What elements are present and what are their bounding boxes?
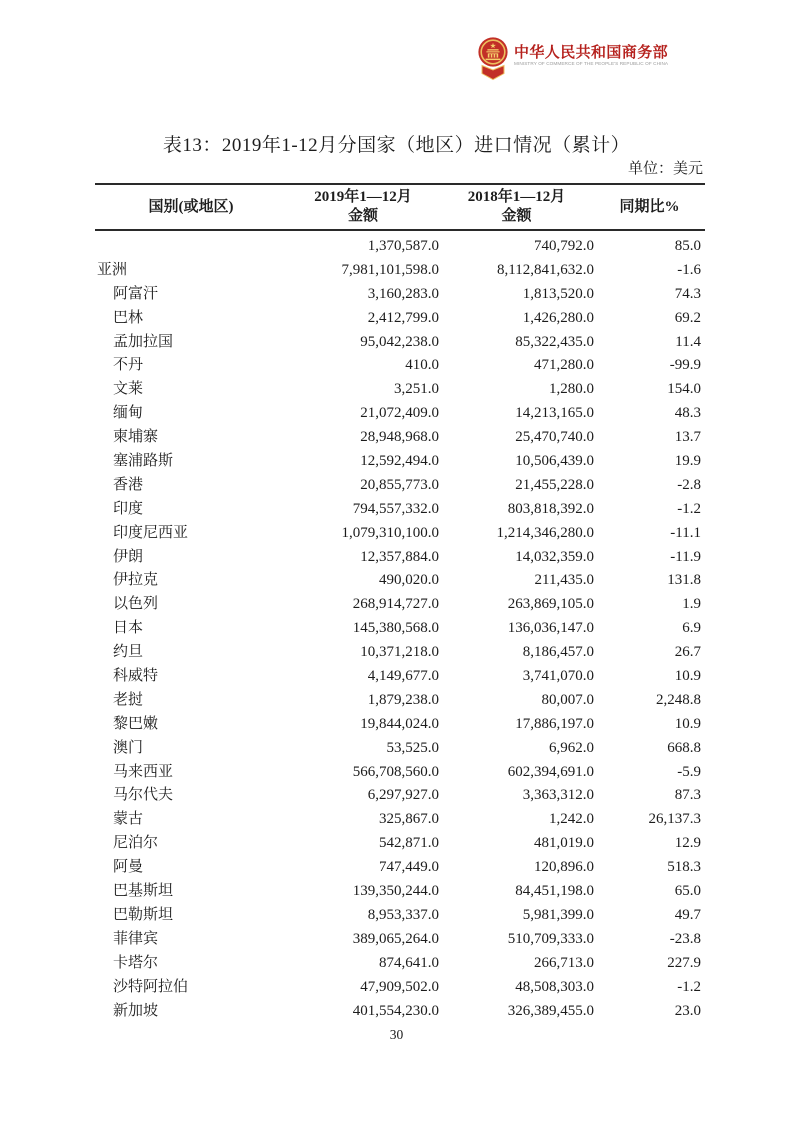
amount-2019-cell: 2,412,799.0 [367,309,439,326]
amount-2019-cell: 542,871.0 [379,835,439,852]
table-header-row [95,183,705,231]
country-cell: 科威特 [113,668,159,685]
table-row [95,283,705,307]
country-cell: 尼泊尔 [113,835,159,852]
amount-2019-cell: 1,370,587.0 [367,238,439,254]
amount-2019-cell: 19,844,024.0 [360,715,439,732]
amount-2018-cell: 17,886,197.0 [515,715,594,732]
table-row [95,689,705,713]
country-cell: 塞浦路斯 [113,453,174,470]
yoy-percent-cell: 668.8 [667,739,701,756]
yoy-percent-cell: 10.9 [674,715,701,732]
amount-2018-cell: 136,036,147.0 [507,620,594,637]
yoy-percent-cell: 10.9 [674,668,701,685]
mofcom-logo [477,36,712,81]
table-row [95,235,705,259]
yoy-percent-cell: 48.3 [674,405,701,422]
amount-2019-cell: 12,357,884.0 [360,548,439,565]
table-row [95,402,705,426]
amount-2018-cell: 263,869,105.0 [507,596,594,613]
country-cell: 印度尼西亚 [113,524,189,541]
amount-2018-cell: 510,709,333.0 [507,930,594,947]
ministry-name-cn: 中华人民共和国商务部 [514,44,669,61]
amount-2018-cell: 8,112,841,632.0 [497,261,594,278]
table-row [95,761,705,785]
amount-2018-cell: 1,214,346,280.0 [496,524,594,541]
amount-2019-cell: 139,350,244.0 [352,883,439,900]
country-cell: 阿曼 [113,859,144,876]
country-cell: 蒙古 [113,811,144,828]
amount-2018-cell: 14,213,165.0 [515,405,594,422]
table-row [95,474,705,498]
amount-2019-cell: 401,554,230.0 [352,1002,439,1019]
amount-2018-cell: 84,451,198.0 [515,883,594,900]
amount-2018-cell: 326,389,455.0 [507,1002,594,1019]
yoy-percent-cell: 23.0 [674,1002,701,1019]
amount-2019-cell: 10,371,218.0 [360,644,439,661]
table-row [95,617,705,641]
logo-text-block [514,44,712,68]
country-cell: 柬埔寨 [113,429,159,446]
country-cell: 约旦 [113,644,144,661]
country-cell: 亚洲 [97,261,128,278]
yoy-percent-cell: 74.3 [674,285,701,302]
amount-2018-cell: 14,032,359.0 [515,548,594,565]
amount-2018-cell: 471,280.0 [534,357,594,374]
amount-2019-cell: 145,380,568.0 [352,620,439,637]
yoy-percent-cell: -99.9 [669,357,701,374]
page-number: 30 [389,1027,404,1042]
amount-2019-cell: 7,981,101,598.0 [341,261,439,278]
table-row [95,593,705,617]
country-cell: 文莱 [113,381,144,398]
amount-2018-cell: 803,818,392.0 [507,500,594,517]
yoy-percent-cell: 19.9 [674,453,701,470]
table-row [95,856,705,880]
country-cell: 沙特阿拉伯 [113,978,189,995]
amount-2019-cell: 268,914,727.0 [352,596,439,613]
table-row [95,307,705,331]
amount-2019-cell: 6,297,927.0 [367,787,439,804]
amount-2018-cell: 1,242.0 [549,811,594,828]
country-cell: 老挝 [113,691,144,708]
amount-2018-cell: 48,508,303.0 [515,978,594,995]
yoy-percent-cell: 11.4 [675,333,701,350]
ministry-name-en: MINISTRY OF COMMERCE OF THE PEOPLE'S REPUBLIC OF CHINA [514,62,669,67]
amount-2018-cell: 1,280.0 [549,381,594,398]
yoy-percent-cell: 227.9 [667,954,701,971]
country-cell: 缅甸 [113,405,144,422]
amount-2018-cell: 1,426,280.0 [522,309,594,326]
amount-2018-cell: 8,186,457.0 [522,644,594,661]
country-cell: 巴勒斯坦 [113,906,174,923]
table-row [95,737,705,761]
table-title: 表13：2019年1-12月分国家（地区）进口情况（累计） [162,135,631,156]
amount-2019-cell: 53,525.0 [386,739,439,756]
table-body [95,231,705,1023]
yoy-percent-cell: 6.9 [682,620,701,637]
amount-2019-cell: 20,855,773.0 [360,476,439,493]
table-row [95,569,705,593]
amount-2018-cell: 740,792.0 [534,238,594,254]
col-header-2018-line1: 2018年1—12月 [467,189,566,205]
table-row [95,546,705,570]
yoy-percent-cell: 26.7 [674,644,701,661]
yoy-percent-cell: 13.7 [674,429,701,446]
table-row [95,331,705,355]
table-row [95,784,705,808]
amount-2019-cell: 12,592,494.0 [360,453,439,470]
amount-2018-cell: 266,713.0 [534,954,594,971]
yoy-percent-cell: 49.7 [674,906,701,923]
table-row [95,450,705,474]
country-cell: 日本 [113,620,144,637]
amount-2018-cell: 85,322,435.0 [515,333,594,350]
amount-2018-cell: 25,470,740.0 [515,429,594,446]
amount-2019-cell: 747,449.0 [379,859,439,876]
country-cell: 澳门 [113,739,144,756]
unit-note: 单位：美元 [627,161,703,177]
amount-2019-cell: 3,160,283.0 [367,285,439,302]
amount-2019-cell: 325,867.0 [379,811,439,828]
amount-2019-cell: 389,065,264.0 [352,930,439,947]
amount-2019-cell: 28,948,968.0 [360,429,439,446]
col-header-2018-line2: 金额 [501,208,532,224]
yoy-percent-cell: -23.8 [669,930,701,947]
table-row [95,641,705,665]
amount-2019-cell: 8,953,337.0 [367,906,439,923]
table-row [95,880,705,904]
col-header-2019-amount [287,188,439,226]
col-header-2019-line2: 金额 [347,208,378,224]
yoy-percent-cell: -11.9 [670,548,701,565]
yoy-percent-cell: 87.3 [674,787,701,804]
amount-2019-cell: 1,879,238.0 [367,691,439,708]
country-cell: 香港 [113,476,144,493]
country-cell: 马尔代夫 [113,787,174,804]
country-cell: 巴基斯坦 [113,883,174,900]
yoy-percent-cell: 2,248.8 [656,691,701,708]
table-row [95,354,705,378]
table-row [95,378,705,402]
yoy-percent-cell: -1.2 [677,500,701,517]
amount-2018-cell: 10,506,439.0 [515,453,594,470]
table-row [95,713,705,737]
amount-2018-cell: 1,813,520.0 [522,285,594,302]
yoy-percent-cell: 12.9 [674,835,701,852]
country-cell: 以色列 [113,596,159,613]
amount-2018-cell: 21,455,228.0 [515,476,594,493]
yoy-percent-cell: 154.0 [667,381,701,398]
country-cell: 巴林 [113,309,144,326]
table-row [95,665,705,689]
country-cell: 伊朗 [113,548,144,565]
amount-2019-cell: 3,251.0 [394,381,439,398]
amount-2018-cell: 120,896.0 [534,859,594,876]
col-header-2019-line1: 2019年1—12月 [314,189,412,205]
amount-2019-cell: 47,909,502.0 [360,978,439,995]
table-row [95,952,705,976]
country-cell: 不丹 [113,357,144,374]
col-header-2018-amount [439,188,594,226]
country-cell: 黎巴嫩 [113,715,159,732]
amount-2019-cell: 794,557,332.0 [352,500,439,517]
country-cell: 伊拉克 [113,572,159,589]
country-cell: 新加坡 [113,1002,159,1019]
amount-2019-cell: 410.0 [405,357,439,374]
table-row [95,426,705,450]
country-cell: 印度 [113,500,144,517]
country-cell: 孟加拉国 [113,333,174,350]
yoy-percent-cell: 1.9 [682,596,701,613]
amount-2019-cell: 566,708,560.0 [352,763,439,780]
amount-2018-cell: 481,019.0 [534,835,594,852]
amount-2019-cell: 21,072,409.0 [360,405,439,422]
amount-2019-cell: 4,149,677.0 [367,668,439,685]
yoy-percent-cell: 518.3 [667,859,701,876]
yoy-percent-cell: -5.9 [677,763,701,780]
country-cell: 菲律宾 [113,930,159,947]
amount-2019-cell: 1,079,310,100.0 [341,524,439,541]
amount-2018-cell: 3,741,070.0 [522,668,594,685]
yoy-percent-cell: 85.0 [674,238,701,254]
table-row [95,928,705,952]
yoy-percent-cell: -1.6 [677,261,701,278]
country-cell: 阿富汗 [113,285,159,302]
yoy-percent-cell: -1.2 [677,978,701,995]
table-row [95,808,705,832]
table-row [95,904,705,928]
amount-2018-cell: 6,962.0 [549,739,594,756]
col-header-yoy: 同期比% [619,198,680,215]
country-cell: 马来西亚 [113,763,174,780]
amount-2019-cell: 874,641.0 [379,954,439,971]
yoy-percent-cell: 65.0 [674,883,701,900]
table-row [95,259,705,283]
country-cell: 卡塔尔 [113,954,159,971]
amount-2018-cell: 3,363,312.0 [522,787,594,804]
yoy-percent-cell: 26,137.3 [648,811,701,828]
import-table [95,183,705,1023]
yoy-percent-cell: -2.8 [677,476,701,493]
table-row [95,832,705,856]
amount-2018-cell: 602,394,691.0 [507,763,594,780]
amount-2018-cell: 5,981,399.0 [522,906,594,923]
table-row [95,522,705,546]
amount-2018-cell: 80,007.0 [541,691,594,708]
amount-2018-cell: 211,435.0 [534,572,594,589]
table-row [95,498,705,522]
china-national-emblem-icon [477,36,509,81]
table-row [95,1000,705,1024]
amount-2019-cell: 95,042,238.0 [360,333,439,350]
amount-2019-cell: 490,020.0 [379,572,439,589]
table-row [95,976,705,1000]
yoy-percent-cell: 69.2 [674,309,701,326]
yoy-percent-cell: 131.8 [667,572,701,589]
country-cell [95,235,287,259]
yoy-percent-cell: -11.1 [670,524,701,541]
col-header-country: 国别(或地区) [148,198,234,215]
